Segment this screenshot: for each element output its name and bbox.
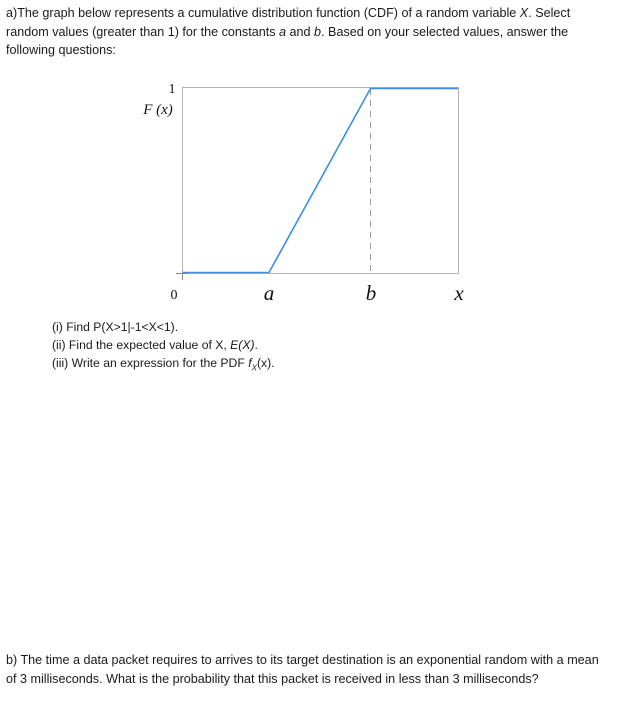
variable-x: X bbox=[519, 6, 529, 20]
question-2 bbox=[52, 336, 258, 354]
y-tick-one: 1 bbox=[168, 82, 176, 97]
part-b-text: b) The time a data packet requires to arrives to its target destination is an exponential random with a mean of 3 milliseconds. What is the probability that this packet is received in less than 3 milliseconds? bbox=[6, 653, 599, 686]
question-2-end: . bbox=[254, 338, 258, 352]
x-axis-label: x bbox=[454, 281, 464, 305]
question-3-text: (iii) Write an expression for the PDF bbox=[52, 356, 249, 370]
intro-text-1: a)The graph below represents a cumulative distribution function (CDF) of a random variable bbox=[6, 6, 520, 20]
x-label-b: b bbox=[365, 281, 377, 305]
x-tick-zero: 0 bbox=[170, 288, 178, 303]
pdf-symbol: f bbox=[248, 356, 252, 370]
intro-text-2: . Select random values (greater than 1) for the constants bbox=[6, 6, 571, 39]
y-axis-label: F (x) bbox=[143, 102, 173, 118]
question-3 bbox=[52, 354, 275, 377]
question-2-text: (ii) Find the expected value of X, bbox=[52, 338, 231, 352]
x-label-a: a bbox=[263, 281, 275, 305]
constant-b: b bbox=[314, 24, 322, 39]
question-3-end: (x). bbox=[256, 356, 275, 370]
intro-text-4: . Based on your selected values, answer the following questions: bbox=[6, 24, 569, 57]
intro-text-3: and bbox=[286, 24, 315, 39]
pdf-subscript: X bbox=[251, 363, 257, 373]
question-1: (i) Find P(X>1|-1<X<1). bbox=[52, 320, 179, 334]
expected-value-symbol: E(X) bbox=[230, 338, 255, 352]
constant-a: a bbox=[279, 24, 287, 39]
cdf-line bbox=[183, 89, 459, 273]
